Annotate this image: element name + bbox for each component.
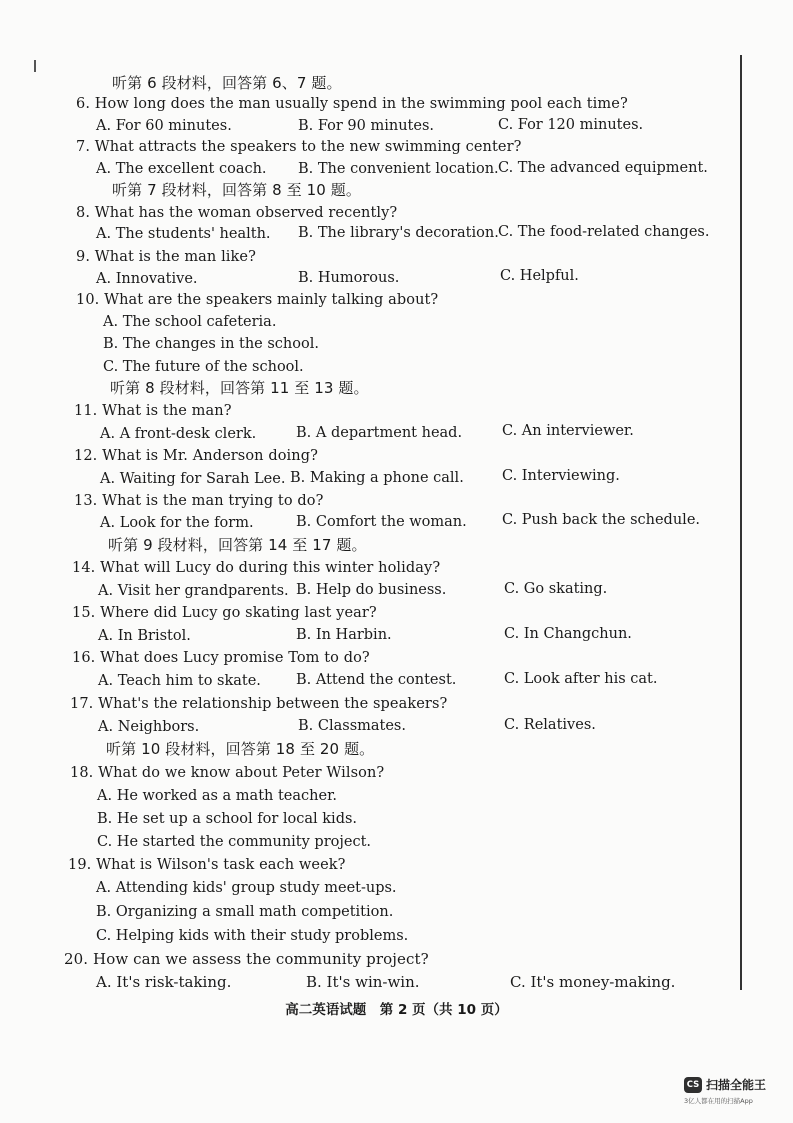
option-c: C. Look after his cat. [504, 671, 658, 687]
question-17 [70, 695, 447, 713]
option-b: B. Comfort the woman. [296, 514, 467, 530]
section-heading: 听第 7 段材料，回答第 8 至 10 题。 [112, 181, 361, 199]
option-a: A. The excellent coach. [96, 161, 267, 177]
question-8 [76, 204, 397, 222]
option-c: C. Interviewing. [502, 468, 620, 484]
page-footer: 高二英语试题 第 2 页（共 10 页） [285, 1002, 508, 1018]
question-text: What is Mr. Anderson doing? [102, 448, 318, 464]
margin-mark [34, 60, 36, 72]
option-b: B. Humorous. [298, 270, 400, 286]
option-b: B. It's win-win. [306, 973, 420, 991]
watermark-tagline: 3亿人都在用的扫描App [684, 1097, 753, 1105]
option-c: C. In Changchun. [504, 626, 632, 642]
option-a: A. Look for the form. [100, 515, 254, 531]
question-text: How long does the man usually spend in the swimming pool each time? [94, 96, 628, 112]
option-c: C. Helpful. [500, 268, 579, 284]
question-number: 14. [72, 560, 96, 576]
option-a: A. Attending kids' group study meet-ups. [96, 880, 397, 896]
question-20 [64, 950, 429, 968]
question-text: What is the man trying to do? [102, 493, 324, 509]
question-13 [74, 492, 323, 510]
question-number: 20. [64, 950, 89, 968]
question-7 [76, 138, 522, 156]
option-c: C. Push back the schedule. [502, 512, 701, 528]
option-a: A. A front-desk clerk. [100, 426, 257, 442]
question-11 [74, 402, 232, 420]
scanner-watermark [684, 1076, 780, 1108]
question-number: 12. [74, 448, 98, 464]
question-10 [76, 291, 438, 309]
option-b: B. For 90 minutes. [298, 118, 434, 134]
question-number: 10. [76, 292, 100, 308]
question-6 [76, 95, 628, 113]
question-number: 16. [72, 650, 96, 666]
question-number: 11. [74, 403, 98, 419]
question-number: 15. [72, 605, 96, 621]
option-a: A. For 60 minutes. [96, 118, 232, 134]
option-a: A. It's risk-taking. [96, 973, 232, 991]
question-18 [70, 764, 384, 782]
watermark-app-name: 扫描全能王 [706, 1078, 767, 1092]
question-text: What will Lucy do during this winter holiday? [100, 560, 441, 576]
option-a: A. Innovative. [96, 271, 198, 287]
option-c: C. It's money-making. [510, 973, 676, 991]
question-9 [76, 248, 256, 266]
section-heading: 听第 6 段材料，回答第 6、7 题。 [112, 74, 342, 92]
question-text: What do we know about Peter Wilson? [98, 765, 385, 781]
section-heading: 听第 8 段材料，回答第 11 至 13 题。 [110, 379, 369, 397]
option-a: A. Teach him to skate. [98, 673, 261, 689]
question-12 [74, 447, 318, 465]
question-text: What has the woman observed recently? [94, 205, 398, 221]
option-b: B. The changes in the school. [103, 336, 319, 352]
option-a: A. He worked as a math teacher. [97, 788, 338, 804]
question-number: 19. [68, 857, 92, 873]
option-a: A. Neighbors. [98, 719, 200, 735]
question-15 [72, 604, 377, 622]
question-text: What is Wilson's task each week? [96, 857, 346, 873]
option-b: B. In Harbin. [296, 627, 392, 643]
question-number: 13. [74, 493, 98, 509]
option-a: A. Visit her grandparents. [98, 583, 289, 599]
section-heading: 听第 9 段材料，回答第 14 至 17 题。 [108, 536, 367, 554]
option-c: C. He started the community project. [97, 834, 371, 850]
option-c: C. The advanced equipment. [498, 160, 708, 176]
option-a: A. The school cafeteria. [103, 314, 277, 330]
option-a: A. In Bristol. [98, 628, 191, 644]
option-b: B. A department head. [296, 425, 463, 441]
question-text: Where did Lucy go skating last year? [100, 605, 377, 621]
question-19 [68, 856, 346, 874]
question-number: 6. [76, 96, 91, 112]
option-c: C. The food-related changes. [498, 224, 710, 240]
option-c: C. The future of the school. [103, 359, 304, 375]
option-b: B. Help do business. [296, 582, 447, 598]
question-number: 9. [76, 249, 91, 265]
option-b: B. The convenient location. [298, 161, 499, 177]
option-b: B. Attend the contest. [296, 672, 457, 688]
option-b: B. The library's decoration. [298, 225, 499, 241]
question-text: What is the man? [102, 403, 232, 419]
question-text: How can we assess the community project? [93, 950, 429, 968]
option-c: C. An interviewer. [502, 423, 634, 439]
question-text: What are the speakers mainly talking about? [104, 292, 439, 308]
option-c: C. Go skating. [504, 581, 608, 597]
question-number: 8. [76, 205, 91, 221]
camscanner-logo-icon: CS [684, 1077, 702, 1093]
question-16 [72, 649, 370, 667]
option-b: B. Classmates. [298, 718, 406, 734]
option-b: B. Making a phone call. [290, 470, 464, 486]
option-c: C. Helping kids with their study problems. [96, 928, 409, 944]
question-text: What's the relationship between the speakers? [98, 696, 448, 712]
option-a: A. The students' health. [96, 226, 271, 242]
section-heading: 听第 10 段材料，回答第 18 至 20 题。 [106, 740, 375, 758]
option-c: C. For 120 minutes. [498, 117, 644, 133]
question-text: What does Lucy promise Tom to do? [100, 650, 370, 666]
option-b: B. Organizing a small math competition. [96, 904, 394, 920]
question-text: What attracts the speakers to the new swimming center? [94, 139, 522, 155]
question-text: What is the man like? [94, 249, 256, 265]
option-c: C. Relatives. [504, 717, 596, 733]
question-number: 17. [70, 696, 94, 712]
column-rule [740, 55, 742, 990]
question-number: 18. [70, 765, 94, 781]
question-number: 7. [76, 139, 91, 155]
option-b: B. He set up a school for local kids. [97, 811, 358, 827]
question-14 [72, 559, 440, 577]
option-a: A. Waiting for Sarah Lee. [100, 471, 286, 487]
